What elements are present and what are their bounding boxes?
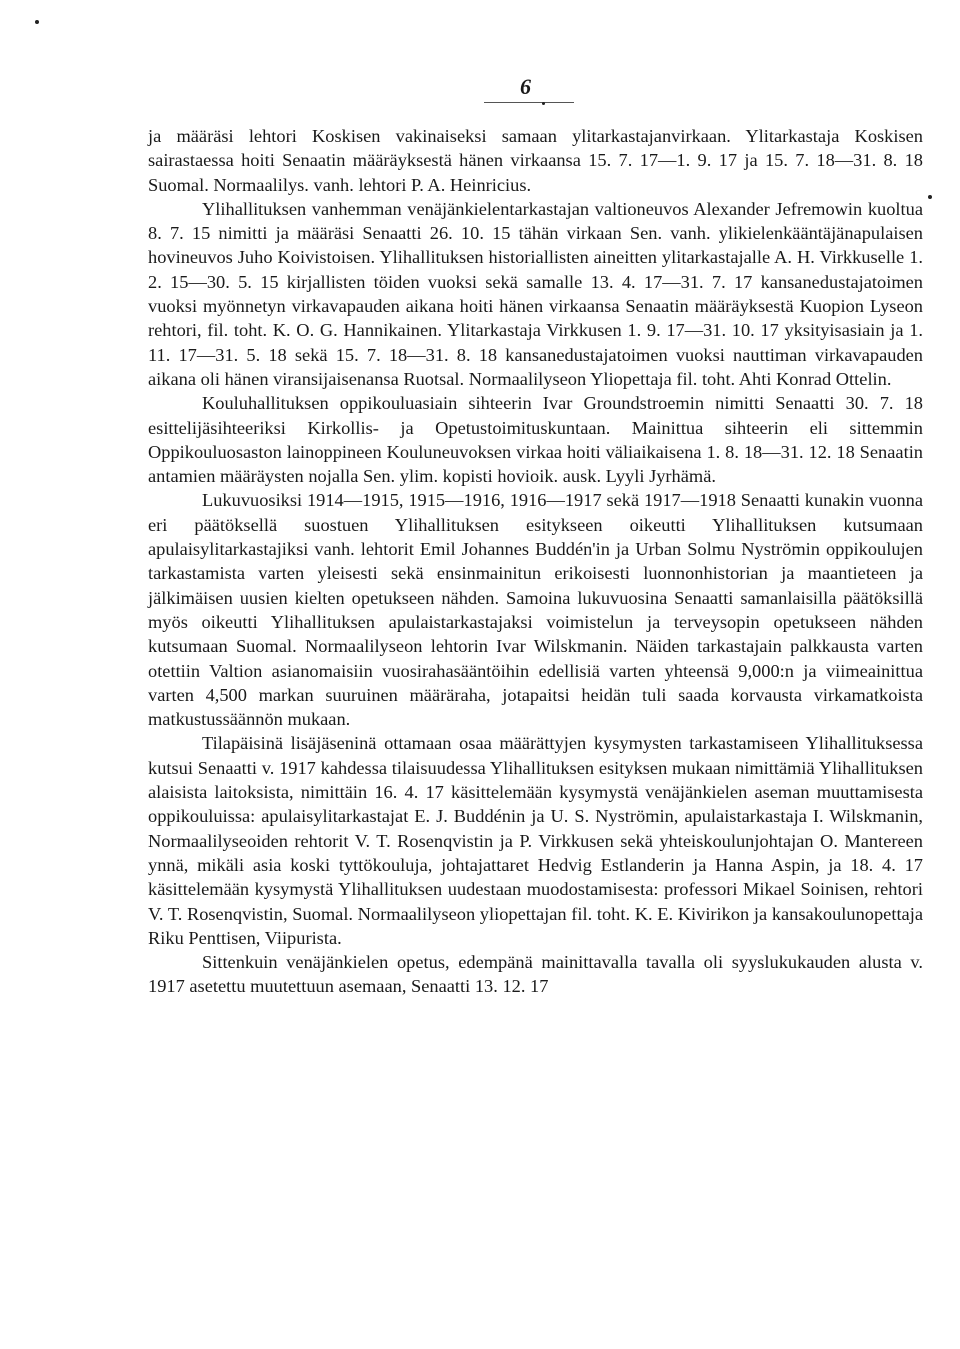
paragraph: ja määräsi lehtori Koskisen vakinaiseksi samaan ylitarkastajanvirkaan. Ylitarkastaja Koskisen sairastaessa hoiti Senaatin määräyksestä hänen virkaansa 15. 7. 17—1. 9. 17 ja 15. 7. 18—31. 8. 18 Suomal. Normaalilys. vanh. lehtori P. A. Heinricius.	[148, 126, 923, 195]
paragraph: Tilapäisinä lisäjäseninä ottamaan osaa määrättyjen kysymysten tarkastamiseen Ylihallituksessa kutsui Senaatti v. 1917 kahdessa tilaisuudessa Ylihallituksen esityksen mukaan nimittämiä Ylihallituksen alaisista laitoksista, nimittäin 16. 4. 17 käsittelemään kysymystä venäjänkielen aseman muuttamisesta oppikouluissa: apulaisylitarkastajat E. J. Buddénin ja U. S. Nyströmin, apulaistarkastaja I. Wilskmanin, Normaalilyseoiden rehtorit V. T. Rosenqvistin ja P. Virkkusen sekä yhteiskoulunjohtajan O. Mantereen ynnä, mikäli asia koski tyttökouluja, johtajattaret Hedvig Estlanderin ja Hanna Aspin, ja 18. 4. 17 käsittelemään kysymystä Ylihallituksen uudestaan muodostamisesta: professori Mikael Soinisen, rehtori V. T. Rosenqvistin, Suomal. Normaalilyseon yliopettajan fil. toht. K. E. Kivirikon ja kansakoulunopettaja Riku Penttisen, Viipurista.	[148, 733, 923, 948]
body-text	[148, 124, 923, 999]
paragraph: Lukuvuosiksi 1914—1915, 1915—1916, 1916—1917 sekä 1917—1918 Senaatti kunakin vuonna eri päätöksellä suostuen Ylihallituksen esitykseen oikeutti Ylihallituksen kutsumaan apulaisylitarkastajiksi vanh. lehtorit Emil Johannes Buddén'in ja Urban Solmu Nyströmin oppikoulujen tarkastamista varten yleisesti sekä ensinmainitun erikoisesti luonnonhistorian ja maantieteen ja jälkimäisen uusien kielten opetukseen nähden. Samoina lukuvuosina Senaatti samanlaisilla päätöksillä myös oikeutti Ylihallituksen apulaistarkastajaksi voimistelun ja terveysopin opetukseen nähden kutsumaan Suomal. Normaalilyseon lehtorin Ivar Wilskmanin. Näiden tarkastajain palkkausta varten otettiin Valtion asianomaisiin vuosirahasääntöihin edellisiä varten yhteensä 9,000:n ja viimeainittua varten 4,500 markan suuruinen määräraha, jotapaitsi heidän tuli saada korvausta virkamatkoista matkustussäännön mukaan.	[148, 490, 923, 730]
stray-mark-dot	[35, 20, 39, 24]
header-rule	[484, 102, 574, 103]
page-number: 6	[520, 74, 531, 99]
paragraph: Kouluhallituksen oppikouluasiain sihteerin Ivar Groundstroemin nimitti Senaatti 30. 7. 18 esittelijäsihteeriksi Kirkollis- ja Opetustoimituskuntaan. Mainittua sihteerin eli sittemmin Oppikouluosaston lainoppineen Kouluneuvoksen virkaa hoiti väliaikaisena 1. 8. 18—31. 12. 18 Senaatin antamien määräysten nojalla Sen. ylim. kopisti hovioik. ausk. Lyyli Jyrhämä.	[148, 393, 923, 487]
stray-mark-dot	[542, 102, 545, 105]
paragraph: Sittenkuin venäjänkielen opetus, edempänä mainittavalla tavalla oli syyslukukauden alusta v. 1917 asetettu muutettuun asemaan, Senaatti 13. 12. 17	[148, 952, 923, 997]
stray-mark-dot	[928, 195, 932, 199]
paragraph: Ylihallituksen vanhemman venäjänkielentarkastajan valtioneuvos Alexander Jefremowin kuoltua 8. 7. 15 nimitti ja määräsi Senaatti 26. 10. 15 tähän virkaan Sen. vanh. ylikielenkääntäjänapulaisen hovineuvos Juho Koivistoisen. Ylihallituksen historiallisten aineitten ylitarkastajalle A. H. Virkkuselle 1. 2. 15—30. 5. 15 kirjallisten töiden vuoksi sekä samalle 13. 4. 17—31. 7. 17 kansanedustajatoimen vuoksi myönnetyn virkavapauden aikana hoiti hänen virkaansa Senaatin määräyksestä Kuopion Lyseon rehtori, fil. toht. K. O. G. Hannikainen. Ylitarkastaja Virkkusen 1. 9. 17—31. 10. 17 yksityisasiain ja 1. 11. 17—31. 5. 18 sekä 15. 7. 18—31. 8. 18 kansanedustajatoimen vuoksi nauttiman virkavapauden aikana oli hänen viransijaisenansa Ruotsal. Normaalilyseon Yliopettaja fil. toht. Ahti Konrad Ottelin.	[148, 198, 923, 389]
